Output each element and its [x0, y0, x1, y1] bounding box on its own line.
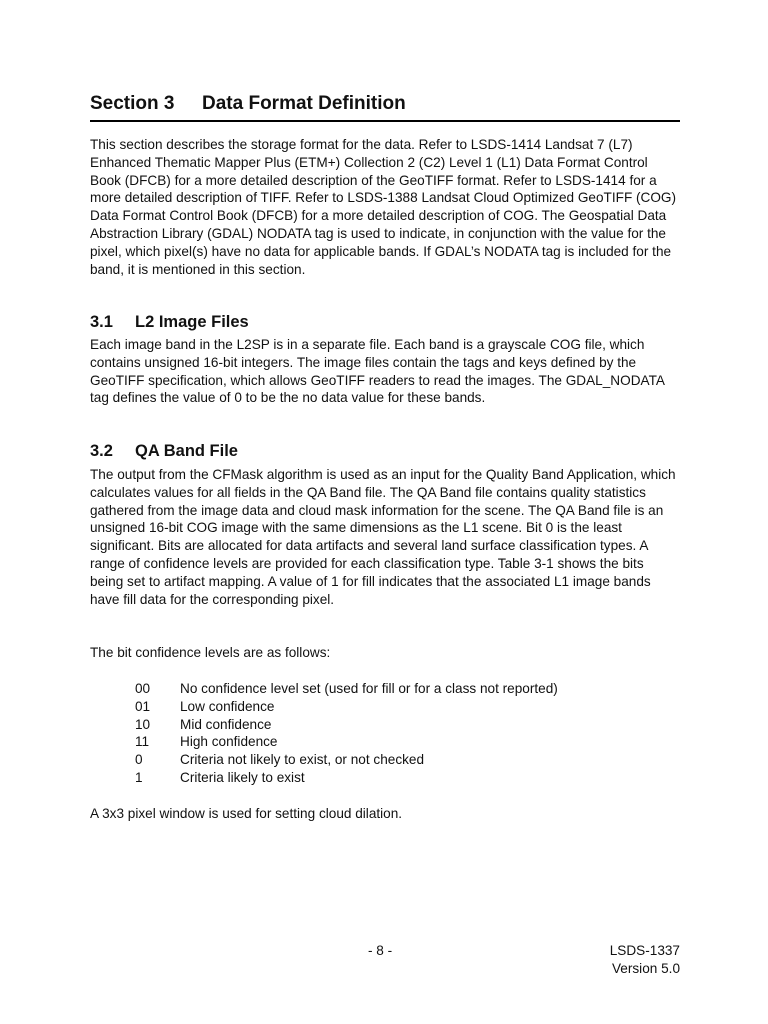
list-item — [135, 769, 680, 787]
section-heading — [90, 92, 680, 122]
level-code: 01 — [135, 698, 151, 714]
document-id-block — [610, 942, 680, 978]
document-version: Version 5.0 — [611, 961, 680, 976]
level-code: 0 — [135, 752, 143, 768]
level-description: Criteria not likely to exist, or not checked — [180, 752, 425, 768]
subsection-number: 3.2 — [90, 442, 113, 460]
level-code: 10 — [135, 716, 151, 732]
level-code: 11 — [135, 734, 150, 750]
level-description: Low confidence — [180, 698, 275, 714]
cloud-dilation-paragraph: A 3x3 pixel window is used for setting cloud dilation. — [90, 806, 403, 821]
list-item — [135, 680, 680, 698]
level-code: 00 — [135, 681, 151, 696]
document-id: LSDS-1337 — [609, 943, 680, 958]
level-description: Criteria likely to exist — [180, 769, 305, 785]
list-item — [135, 698, 680, 716]
level-description: No confidence level set (used for fill or for a class not reported) — [180, 681, 558, 696]
subsection-number: 3.1 — [90, 313, 113, 331]
level-description: Mid confidence — [180, 716, 272, 732]
list-item — [135, 716, 680, 734]
document-page — [90, 0, 680, 1024]
list-item — [135, 733, 680, 751]
confidence-levels-intro: The bit confidence levels are as follows: — [90, 645, 331, 660]
page-number: - 8 - — [368, 943, 393, 958]
level-code: 1 — [135, 769, 143, 785]
subsection-heading-3-1 — [90, 312, 249, 332]
subsection-title: QA Band File — [135, 442, 238, 460]
list-item — [135, 751, 680, 769]
section-intro-paragraph: This section describes the storage format for the data. Refer to LSDS-1414 Landsat 7 (L7) Enhanced Thematic Mapper Plus (ETM+) Collection 2 (C2) Level 1 (L1) Data Format Control Book (DFCB) for a more detailed description of the GeoTIFF format. Refer to LSDS-1414 for a more detailed description of TIFF. Refer to LSDS-1388 Landsat Cloud Optimized GeoTIFF (COG) Data Format Control Book (DFCB) for a more detailed description of COG. The Geospatial Data Abstraction Library (GDAL) NODATA tag is used to indicate, in conjunction with the value for the pixel, which pixel(s) have no data for applicable bands. If GDAL’s NODATA tag is included for the band, it is mentioned in this section. — [90, 137, 677, 277]
confidence-levels-list — [135, 680, 680, 787]
section-title: Data Format Definition — [202, 93, 406, 114]
level-description: High confidence — [180, 734, 278, 750]
l2-image-files-paragraph: Each image band in the L2SP is in a separate file. Each band is a grayscale COG file, which contains unsigned 16-bit integers. The image files contain the tags and keys defined by the GeoTIFF specification, which allows GeoTIFF readers to read the images. The GDAL_NODATA tag defines the value of 0 to be the no data value for these bands. — [90, 337, 665, 406]
subsection-heading-3-2 — [90, 441, 238, 461]
section-number: Section 3 — [90, 93, 175, 114]
qa-band-file-paragraph: The output from the CFMask algorithm is used as an input for the Quality Band Application, which calculates values for all fields in the QA Band file. The QA Band file contains quality statistics gathered from the image data and cloud mask information for the scene. The QA Band file is an unsigned 16-bit COG image with the same dimensions as the L1 scene. Bit 0 is the least significant. Bits are allocated for data artifacts and several land surface classification types. A range of confidence levels are provided for each classification type. Table 3-1 shows the bits being set to artifact mapping. A value of 1 for fill indicates that the associated L1 image bands have fill data for the corresponding pixel. — [90, 467, 676, 607]
subsection-title: L2 Image Files — [135, 313, 249, 331]
